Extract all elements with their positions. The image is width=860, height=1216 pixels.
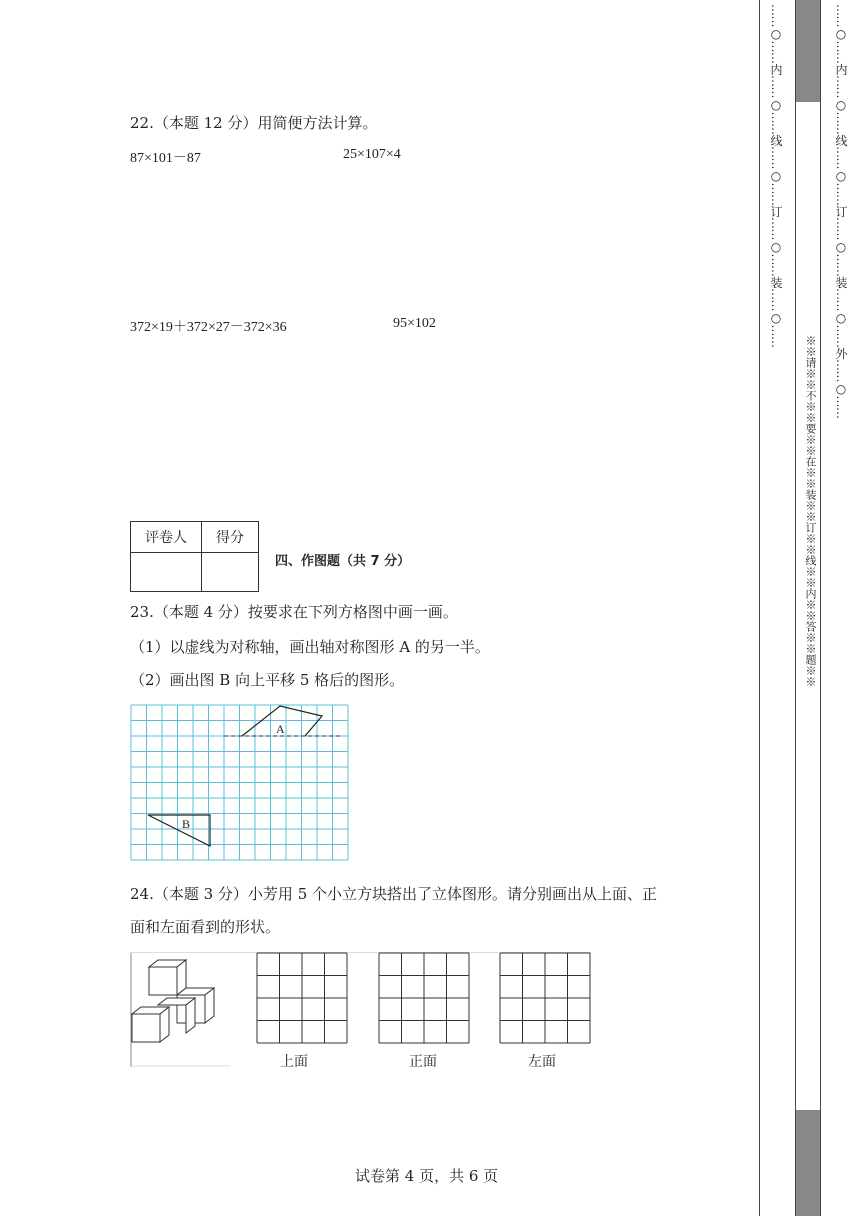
- caption-top-view: 上面: [280, 1054, 308, 1070]
- binding-outer-seal-line: ……○……内……○……线……○……订……○……装……○……外……○……: [834, 4, 848, 419]
- front-view-grid[interactable]: [378, 952, 470, 1044]
- q23-title: 23.（本题 4 分）按要求在下列方格图中画一画。: [130, 603, 458, 621]
- caption-front-view: 正面: [409, 1054, 437, 1070]
- binding-strip-bottom-band: [796, 1110, 820, 1216]
- score-header: 得分: [202, 522, 259, 553]
- binding-inner-seal-line: ……○……内……○……线……○……订……○……装……○……: [769, 4, 783, 348]
- q23-item-1: （1）以虚线为对称轴，画出轴对称图形 A 的另一半。: [130, 638, 490, 656]
- binding-strip-top-band: [796, 0, 820, 102]
- top-view-grid[interactable]: [256, 952, 348, 1044]
- q23-grid-figure[interactable]: [130, 704, 354, 864]
- reviewer-header: 评卷人: [131, 522, 202, 553]
- q22-expression-2: 25×107×4: [343, 147, 401, 162]
- q24-line-2: 面和左面看到的形状。: [130, 918, 281, 936]
- binding-notice: ※※请※※不※※要※※在※※装※※订※※线※※内※※答※※题※※: [804, 335, 817, 687]
- score-table: [130, 521, 259, 592]
- figure-b-shape: [148, 815, 210, 846]
- q22-expression-1: 87×101－87: [130, 151, 201, 166]
- cube-solid-figure: [130, 952, 230, 1067]
- q22-expression-4: 95×102: [393, 316, 436, 331]
- q23-item-2: （2）画出图 B 向上平移 5 格后的图形。: [130, 671, 405, 689]
- reviewer-cell[interactable]: [131, 553, 202, 592]
- caption-left-view: 左面: [528, 1054, 556, 1070]
- left-view-grid[interactable]: [499, 952, 591, 1044]
- page-footer: 试卷第 4 页，共 6 页: [355, 1167, 499, 1185]
- score-cell[interactable]: [202, 553, 259, 592]
- q24-line-1: 24.（本题 3 分）小芳用 5 个小立方块搭出了立体图形。请分别画出从上面、正: [130, 885, 658, 903]
- q22-expression-3: 372×19＋372×27－372×36: [130, 320, 287, 335]
- q22-title: 22.（本题 12 分）用简便方法计算。: [130, 114, 378, 132]
- figure-a-label: A: [276, 722, 285, 736]
- figure-b-label: B: [182, 817, 191, 831]
- binding-border-left: [759, 0, 760, 1216]
- section-4-title: 四、作图题（共 7 分）: [275, 554, 411, 569]
- square-grid: [131, 705, 348, 860]
